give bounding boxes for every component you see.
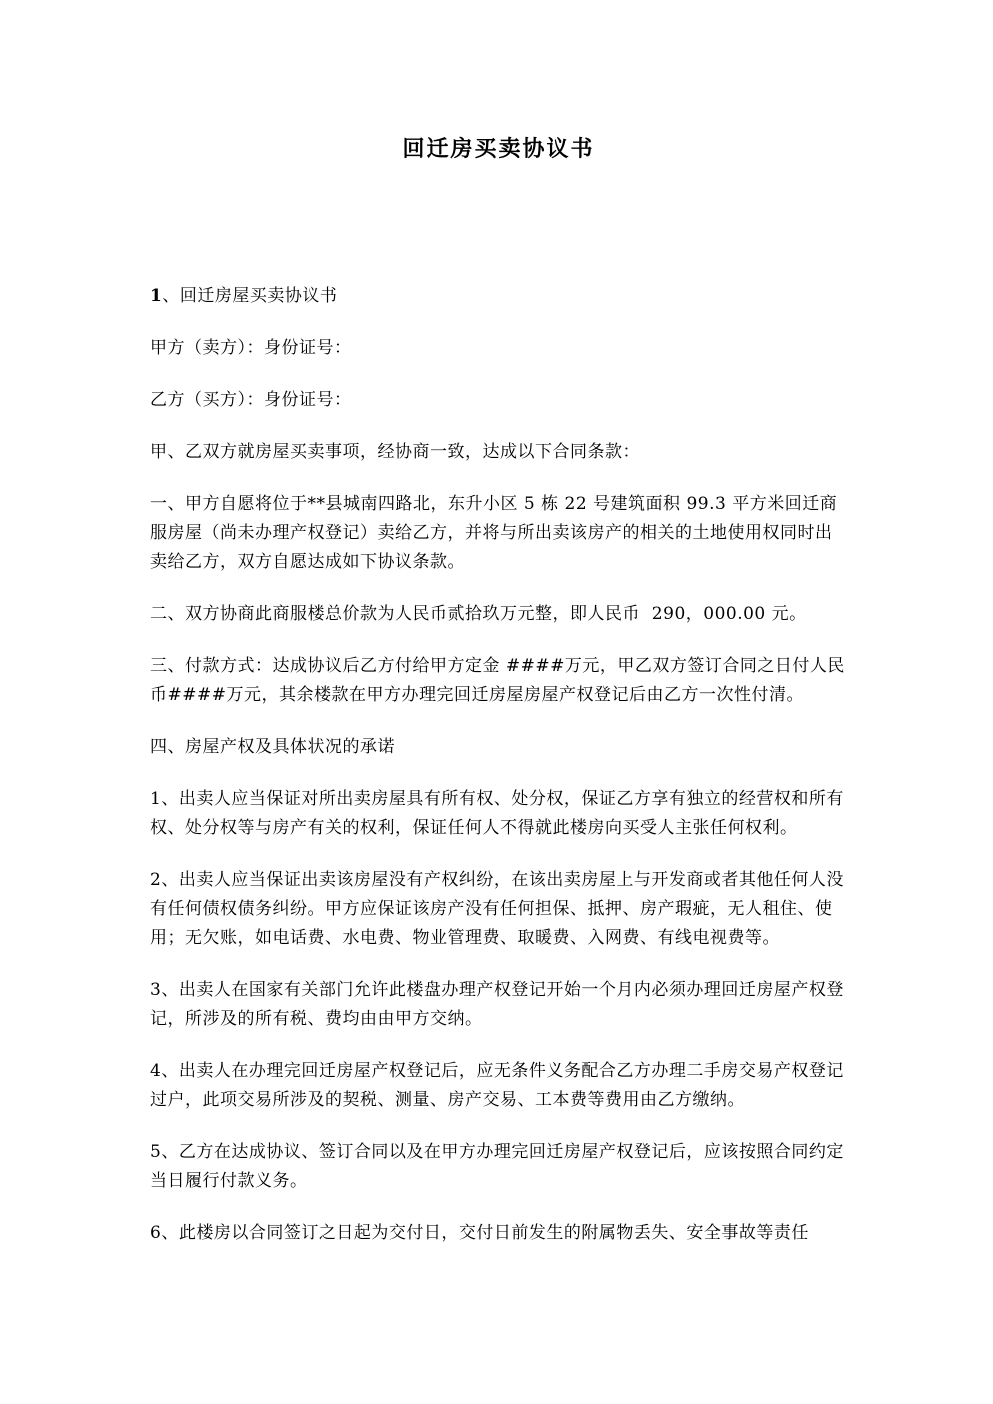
clause-3-paragraph: 三、付款方式：达成协议后乙方付给甲方定金 ####万元，甲乙双方签订合同之日付人民币####万元，其余楼款在甲方办理完回迁房屋房屋产权登记后由乙方一次性付清。 — [150, 656, 845, 705]
party-a-line: 甲方（卖方）：身份证号： — [150, 338, 352, 358]
document-title: 回迁房买卖协议书 — [402, 136, 595, 162]
list-heading-text: 、回迁房屋买卖协议书 — [162, 286, 338, 306]
clause-4-item-2: 2、出卖人应当保证出卖该房屋没有产权纠纷，在该出卖房屋上与开发商或者其他任何人没有任何债权债务纠纷。甲方应保证该房产没有任何担保、抵押、房产瑕疵，无人租住、使用；无欠账，如电话费、水电费、物业管理费、取暖费、入网费、有线电视费等。 — [150, 870, 844, 948]
party-b-line: 乙方（买方）：身份证号： — [150, 390, 352, 410]
clause-4-item-3: 3、出卖人在国家有关部门允许此楼盘办理产权登记开始一个月内必须办理回迁房屋产权登记，所涉及的所有税、费均由由甲方交纳。 — [150, 980, 844, 1029]
clause-1-paragraph: 一、甲方自愿将位于**县城南四路北，东升小区 5 栋 22 号建筑面积 99.3 平方米回迁商服房屋（尚未办理产权登记）卖给乙方，并将与所出卖该房产的相关的土地使用权同时出卖给乙方，双方自愿达成如下协议条款。 — [150, 494, 838, 572]
document-body — [150, 282, 847, 1248]
clause-4-item-1: 1、出卖人应当保证对所出卖房屋具有所有权、处分权，保证乙方享有独立的经营权和所有权、处分权等与房产有关的权利，保证任何人不得就此楼房向买受人主张任何权利。 — [150, 789, 844, 838]
list-heading — [150, 282, 847, 311]
clause-4-item-4: 4、出卖人在办理完回迁房屋产权登记后，应无条件义务配合乙方办理二手房交易产权登记过户，此项交易所涉及的契税、测量、房产交易、工本费等费用由乙方缴纳。 — [150, 1061, 844, 1110]
clause-4-item-6: 6、此楼房以合同签订之日起为交付日，交付日前发生的附属物丢失、安全事故等责任 — [150, 1223, 809, 1243]
clause-2-paragraph: 二、双方协商此商服楼总价款为人民币贰拾玖万元整，即人民币 290，000.00 元。 — [150, 604, 807, 624]
preamble-paragraph: 甲、乙双方就房屋买卖事项，经协商一致，达成以下合同条款： — [150, 442, 640, 462]
clause-4-item-5: 5、乙方在达成协议、签订合同以及在甲方办理完回迁房屋产权登记后，应该按照合同约定当日履行付款义务。 — [150, 1142, 844, 1191]
clause-4-heading: 四、房屋产权及具体状况的承诺 — [150, 737, 395, 757]
list-heading-number: 1 — [150, 286, 163, 306]
